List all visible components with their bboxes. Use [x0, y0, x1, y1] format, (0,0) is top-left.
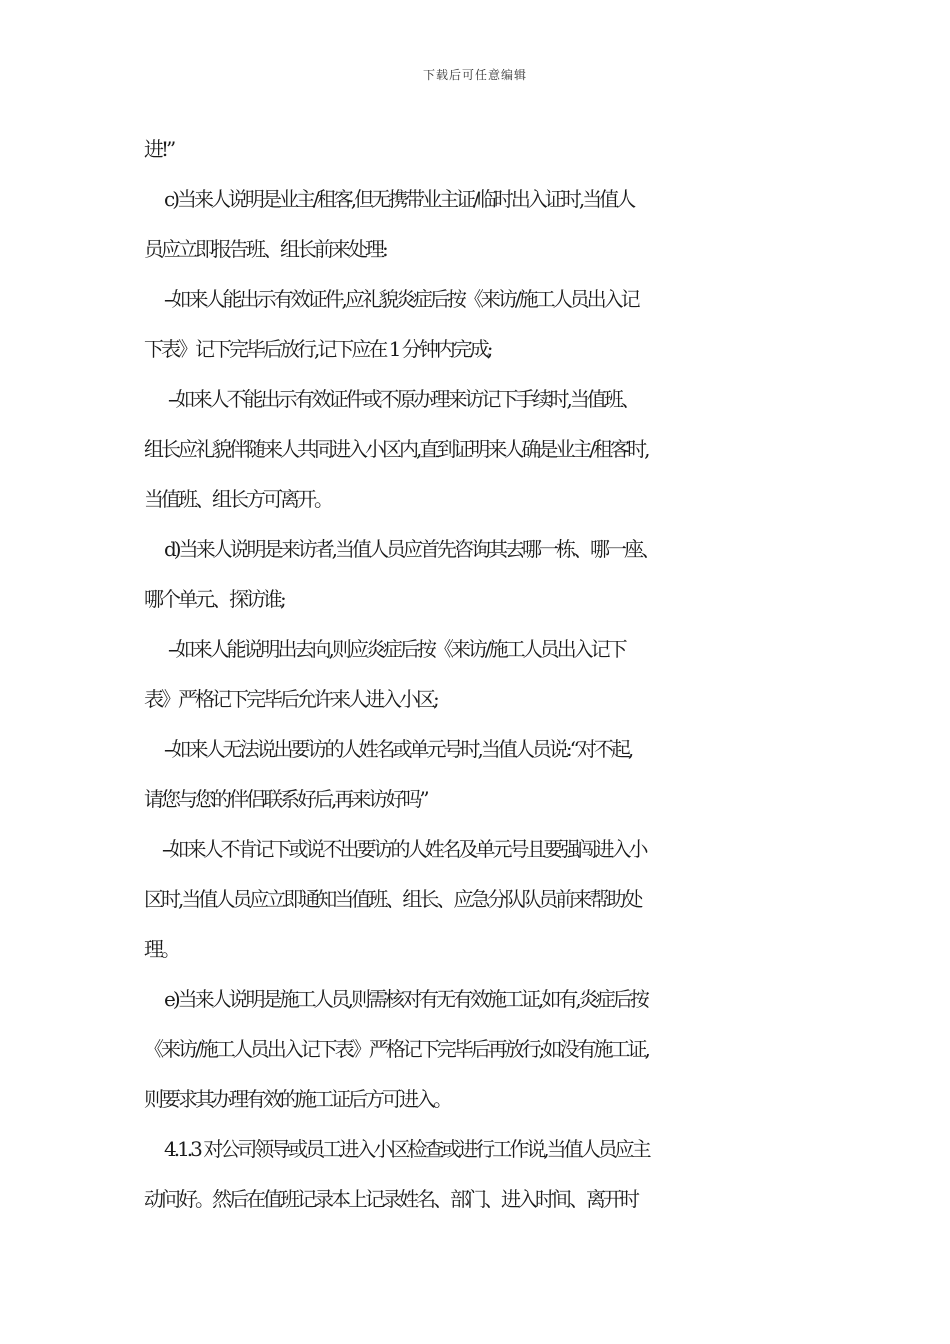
- text-line: 下表》记下完毕后放行,记下应在 1 分钟内完成;: [144, 337, 491, 361]
- text-line: 《来访/施工人员出入记下表》严格记下完毕后再放行;如没有施工证,: [144, 1037, 648, 1061]
- text-line: --如来人不能出示有效证件或不原办理来访记下手续时,当值班、: [168, 387, 638, 411]
- text-line: 则要求其办理有效的施工证后方可进入。: [144, 1087, 450, 1111]
- text-line: 员应立即报告班、组长前来处理:: [144, 237, 386, 261]
- text-line: 表》严格记下完毕后允许来人进入小区;: [144, 687, 437, 711]
- text-line: 请您与您的伴侣联系好后,再来访好吗”: [144, 787, 427, 811]
- text-line: 当值班、组长方可离开。: [144, 487, 331, 511]
- text-line: --如来人能出示有效证件,应礼貌炎症后按《来访/施工人员出入记: [164, 287, 638, 311]
- text-line: 哪个单元、探访谁;: [144, 587, 284, 611]
- text-line: 4.1.3 对公司领导或员工进入小区检查或进行工作说,当值人员应主: [164, 1137, 649, 1161]
- document-body: [144, 124, 834, 1224]
- text-line: 进!”: [144, 137, 174, 161]
- text-line: e)当来人说明是施工人员,则需核对有无有效施工证,如有,炎症后按: [164, 987, 647, 1011]
- text-line: --如来人能说明出去向,则应炎症后按《来访/施工人员出入记下: [168, 637, 625, 661]
- text-line: --如来人不肯记下或说不出要访的人姓名及单元号且要强闯进入小: [162, 837, 646, 861]
- text-line: 区时,当值人员应立即通知当值班、组长、应急分队队员前来帮助处: [144, 887, 641, 911]
- text-line: c)当来人说明是业主/租客,但无携带业主证/临时出入证时,当值人: [164, 187, 634, 211]
- text-line: --如来人无法说出要访的人姓名或单元号时,当值人员说:“对不起,: [164, 737, 632, 761]
- text-line: d)当来人说明是来访者,当值人员应首先咨询其去哪一栋、哪一座、: [164, 537, 658, 561]
- text-line: 组长应礼貌伴随来人共同进入小区内,直到证明来人确是业主/租客时,: [144, 437, 648, 461]
- text-line: 理。: [144, 937, 178, 961]
- text-line: 动问好。然后在值班记录本上记录姓名、部门、进入时间、离开时: [144, 1187, 637, 1211]
- page-header: 下载后可任意编辑: [422, 68, 527, 82]
